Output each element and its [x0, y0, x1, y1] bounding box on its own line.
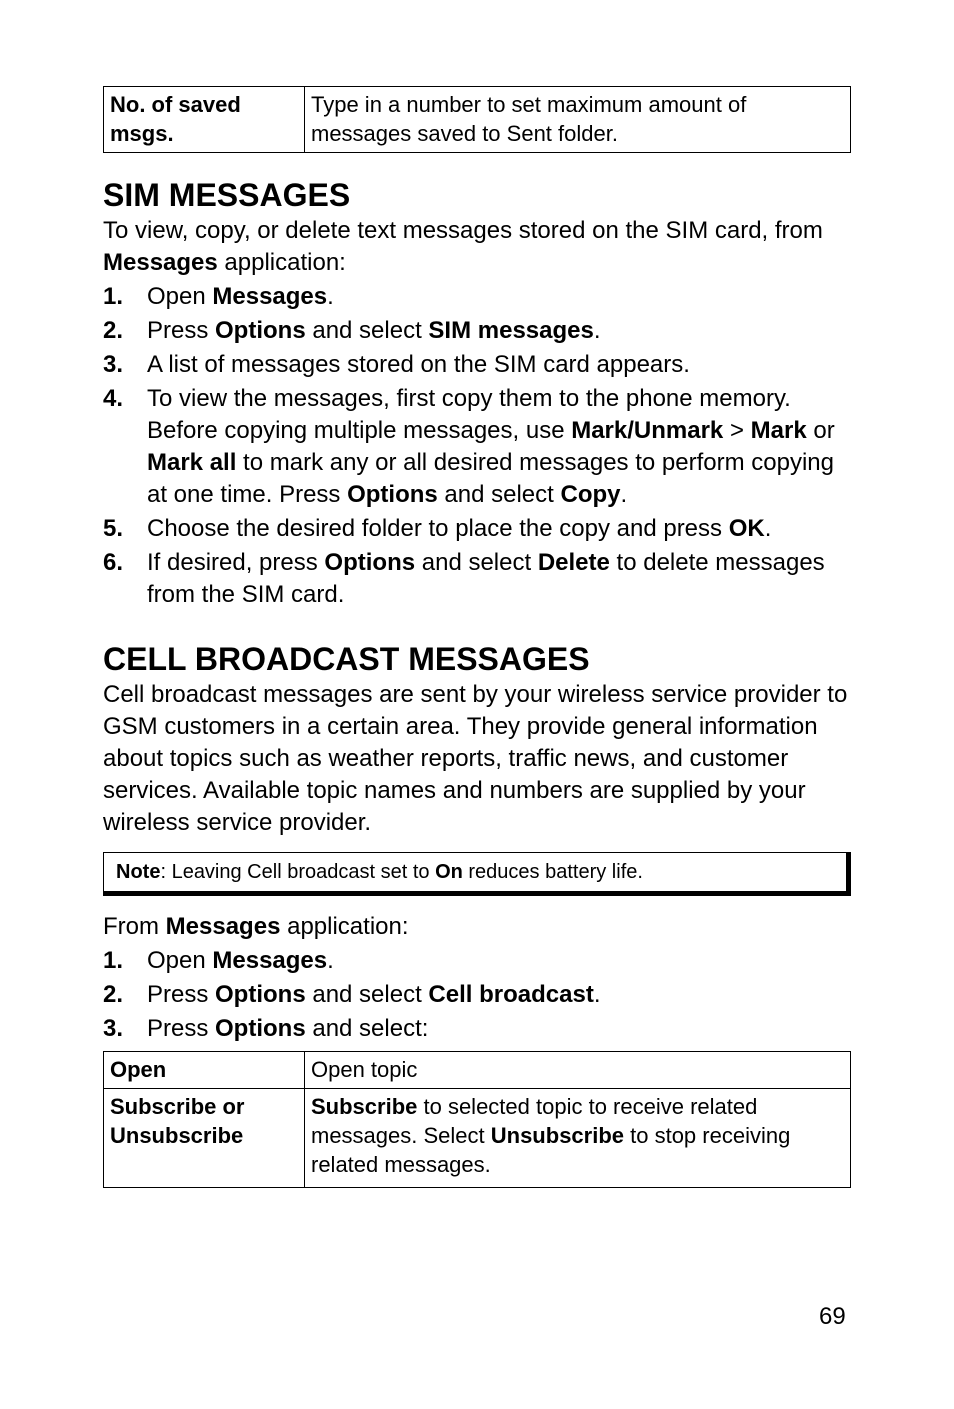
- option-description: Type in a number to set maximum amount of messages saved to Sent folder.: [305, 87, 851, 153]
- sim-messages-heading: SIM MESSAGES: [103, 177, 351, 213]
- list-item: 2. Press Options and select Cell broadcast.: [103, 979, 851, 1011]
- cell-broadcast-steps: [103, 945, 851, 1045]
- list-item: 1. Open Messages.: [103, 945, 851, 977]
- option-description: Subscribe to selected topic to receive related messages. Select Unsubscribe to stop receiving related messages.: [305, 1089, 851, 1188]
- step-number: 5.: [103, 515, 124, 542]
- manual-page: [103, 86, 851, 1188]
- table-row: [104, 87, 851, 153]
- option-name: Subscribe or Unsubscribe: [104, 1089, 305, 1188]
- table-row: [104, 1089, 851, 1188]
- option-description: Open topic: [305, 1052, 851, 1089]
- option-name: Open: [104, 1052, 305, 1089]
- cell-broadcast-intro: Cell broadcast messages are sent by your wireless service provider to GSM customers in a certain area. They provide general information about topics such as weather reports, traffic news, and customer services. Available topic names and numbers are supplied by your wireless service provider.: [103, 681, 848, 836]
- list-item: 3. A list of messages stored on the SIM card appears.: [103, 349, 851, 381]
- table-row: [104, 1052, 851, 1089]
- step-number: 2.: [103, 317, 124, 344]
- list-item: 1. Open Messages.: [103, 281, 851, 313]
- option-name: No. of saved msgs.: [104, 87, 305, 153]
- list-item: 3. Press Options and select:: [103, 1013, 851, 1045]
- step-number: 3.: [103, 1015, 124, 1042]
- list-item: 5. Choose the desired folder to place the copy and press OK.: [103, 513, 851, 545]
- cell-broadcast-options-table: [103, 1051, 851, 1188]
- note-label: Note: [116, 861, 161, 883]
- step-number: 4.: [103, 385, 124, 412]
- saved-messages-settings-table: [103, 86, 851, 153]
- cell-broadcast-from-text: From Messages application:: [103, 913, 409, 940]
- cell-broadcast-heading: CELL BROADCAST MESSAGES: [103, 641, 590, 677]
- step-number: 2.: [103, 981, 124, 1008]
- note-box: Note: Leaving Cell broadcast set to On reduces battery life.: [103, 852, 851, 896]
- list-item: 4. To view the messages, first copy them to the phone memory. Before copying multiple messages, use Mark/Unmark > Mark or Mark all to mark any or all desired messages to perform copying at one time. Press Options and select Copy.: [103, 385, 835, 508]
- sim-messages-intro: To view, copy, or delete text messages stored on the SIM card, from Messages application:: [103, 217, 823, 276]
- step-number: 3.: [103, 351, 124, 378]
- list-item: 2. Press Options and select SIM messages.: [103, 315, 851, 347]
- step-number: 6.: [103, 549, 124, 576]
- step-number: 1.: [103, 283, 124, 310]
- sim-messages-steps: [103, 281, 851, 611]
- list-item: 6. If desired, press Options and select Delete to delete messages from the SIM card.: [103, 549, 825, 608]
- step-number: 1.: [103, 947, 124, 974]
- page-number: 69: [819, 1303, 846, 1330]
